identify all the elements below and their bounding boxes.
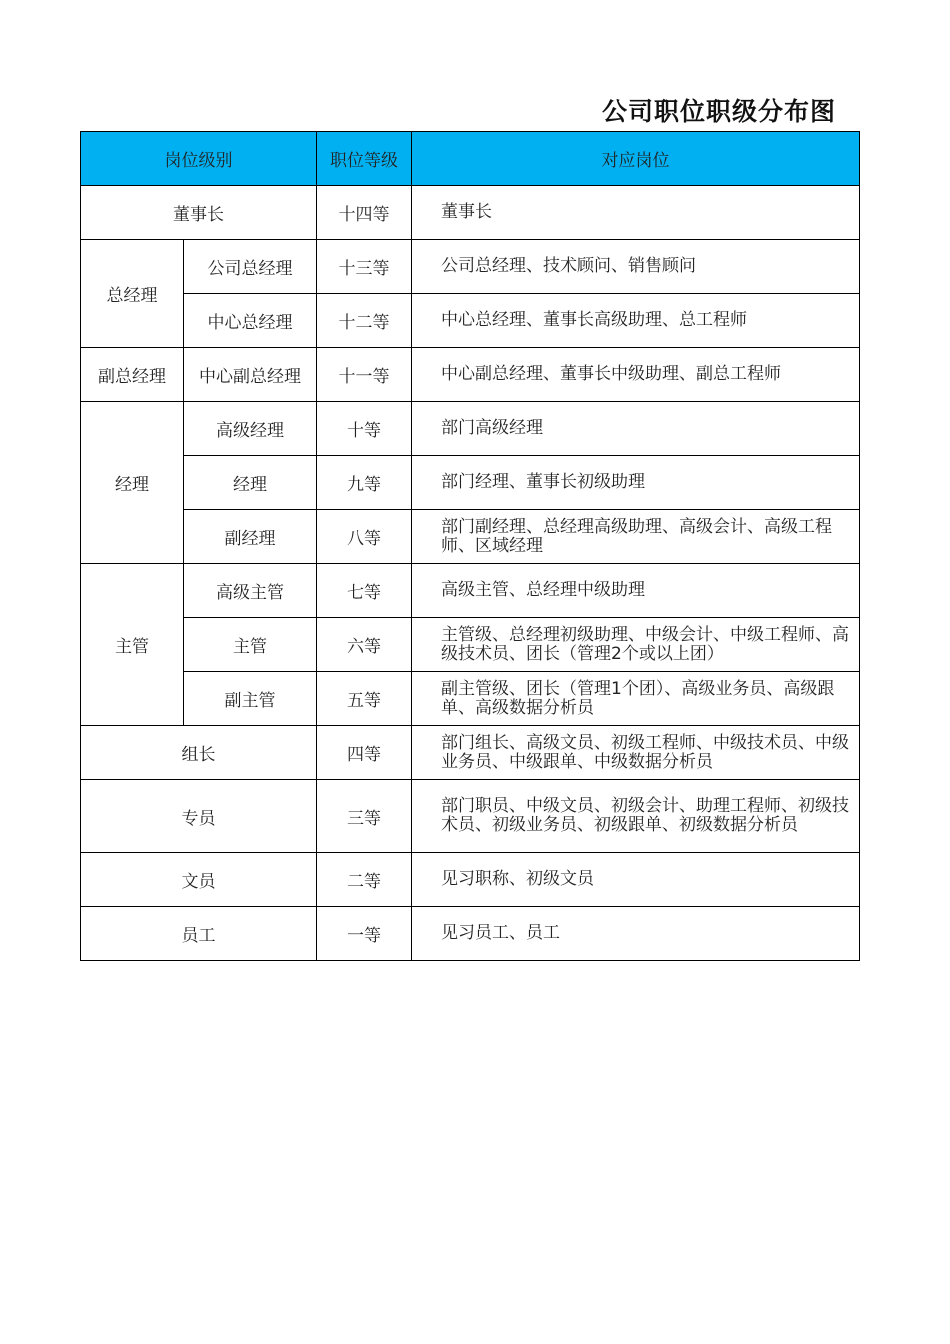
header-grade: 职位等级 bbox=[317, 132, 412, 186]
grade-cell: 一等 bbox=[317, 907, 412, 961]
grade-cell: 二等 bbox=[317, 853, 412, 907]
table-header-row bbox=[81, 132, 860, 186]
table-row bbox=[81, 348, 860, 402]
page-title: 公司职位职级分布图 bbox=[601, 97, 836, 126]
level-cell: 专员 bbox=[81, 780, 317, 853]
grade-cell: 十三等 bbox=[317, 240, 412, 294]
sub-level-cell: 高级主管 bbox=[184, 564, 317, 618]
level-group-cell: 总经理 bbox=[81, 240, 184, 348]
grade-cell: 十一等 bbox=[317, 348, 412, 402]
positions-cell: 见习职称、初级文员 bbox=[412, 853, 860, 907]
positions-cell: 部门高级经理 bbox=[412, 402, 860, 456]
sub-level-cell: 副经理 bbox=[184, 510, 317, 564]
level-group-cell: 主管 bbox=[81, 564, 184, 726]
sub-level-cell: 主管 bbox=[184, 618, 317, 672]
sub-level-cell: 中心总经理 bbox=[184, 294, 317, 348]
positions-cell: 董事长 bbox=[412, 186, 860, 240]
positions-cell: 部门组长、高级文员、初级工程师、中级技术员、中级业务员、中级跟单、中级数据分析员 bbox=[412, 726, 860, 780]
sub-level-cell: 公司总经理 bbox=[184, 240, 317, 294]
table-row bbox=[81, 510, 860, 564]
grade-cell: 八等 bbox=[317, 510, 412, 564]
positions-cell: 见习员工、员工 bbox=[412, 907, 860, 961]
positions-cell: 中心总经理、董事长高级助理、总工程师 bbox=[412, 294, 860, 348]
grade-cell: 七等 bbox=[317, 564, 412, 618]
grade-cell: 三等 bbox=[317, 780, 412, 853]
table-row bbox=[81, 402, 860, 456]
table-row bbox=[81, 294, 860, 348]
level-cell: 文员 bbox=[81, 853, 317, 907]
grade-cell: 六等 bbox=[317, 618, 412, 672]
grade-cell: 五等 bbox=[317, 672, 412, 726]
positions-cell: 部门职员、中级文员、初级会计、助理工程师、初级技术员、初级业务员、初级跟单、初级数据分析员 bbox=[412, 780, 860, 853]
level-cell: 董事长 bbox=[81, 186, 317, 240]
table-row bbox=[81, 186, 860, 240]
table-row bbox=[81, 907, 860, 961]
sub-level-cell: 经理 bbox=[184, 456, 317, 510]
level-group-cell: 经理 bbox=[81, 402, 184, 564]
grade-cell: 十等 bbox=[317, 402, 412, 456]
table-row bbox=[81, 240, 860, 294]
table-row bbox=[81, 456, 860, 510]
sub-level-cell: 中心副总经理 bbox=[184, 348, 317, 402]
positions-cell: 副主管级、团长（管理1个团）、高级业务员、高级跟单、高级数据分析员 bbox=[412, 672, 860, 726]
level-cell: 员工 bbox=[81, 907, 317, 961]
table-row bbox=[81, 780, 860, 853]
positions-cell: 部门副经理、总经理高级助理、高级会计、高级工程师、区域经理 bbox=[412, 510, 860, 564]
table-row bbox=[81, 726, 860, 780]
grade-table bbox=[80, 131, 860, 961]
sub-level-cell: 高级经理 bbox=[184, 402, 317, 456]
positions-cell: 中心副总经理、董事长中级助理、副总工程师 bbox=[412, 348, 860, 402]
table-row bbox=[81, 853, 860, 907]
header-level: 岗位级别 bbox=[81, 132, 317, 186]
level-group-cell: 副总经理 bbox=[81, 348, 184, 402]
table-row bbox=[81, 672, 860, 726]
grade-cell: 十二等 bbox=[317, 294, 412, 348]
grade-cell: 九等 bbox=[317, 456, 412, 510]
grade-cell: 四等 bbox=[317, 726, 412, 780]
grade-cell: 十四等 bbox=[317, 186, 412, 240]
positions-cell: 主管级、总经理初级助理、中级会计、中级工程师、高级技术员、团长（管理2个或以上团） bbox=[412, 618, 860, 672]
positions-cell: 公司总经理、技术顾问、销售顾问 bbox=[412, 240, 860, 294]
table-row bbox=[81, 618, 860, 672]
sub-level-cell: 副主管 bbox=[184, 672, 317, 726]
header-positions: 对应岗位 bbox=[412, 132, 860, 186]
table-row bbox=[81, 564, 860, 618]
positions-cell: 高级主管、总经理中级助理 bbox=[412, 564, 860, 618]
level-cell: 组长 bbox=[81, 726, 317, 780]
positions-cell: 部门经理、董事长初级助理 bbox=[412, 456, 860, 510]
